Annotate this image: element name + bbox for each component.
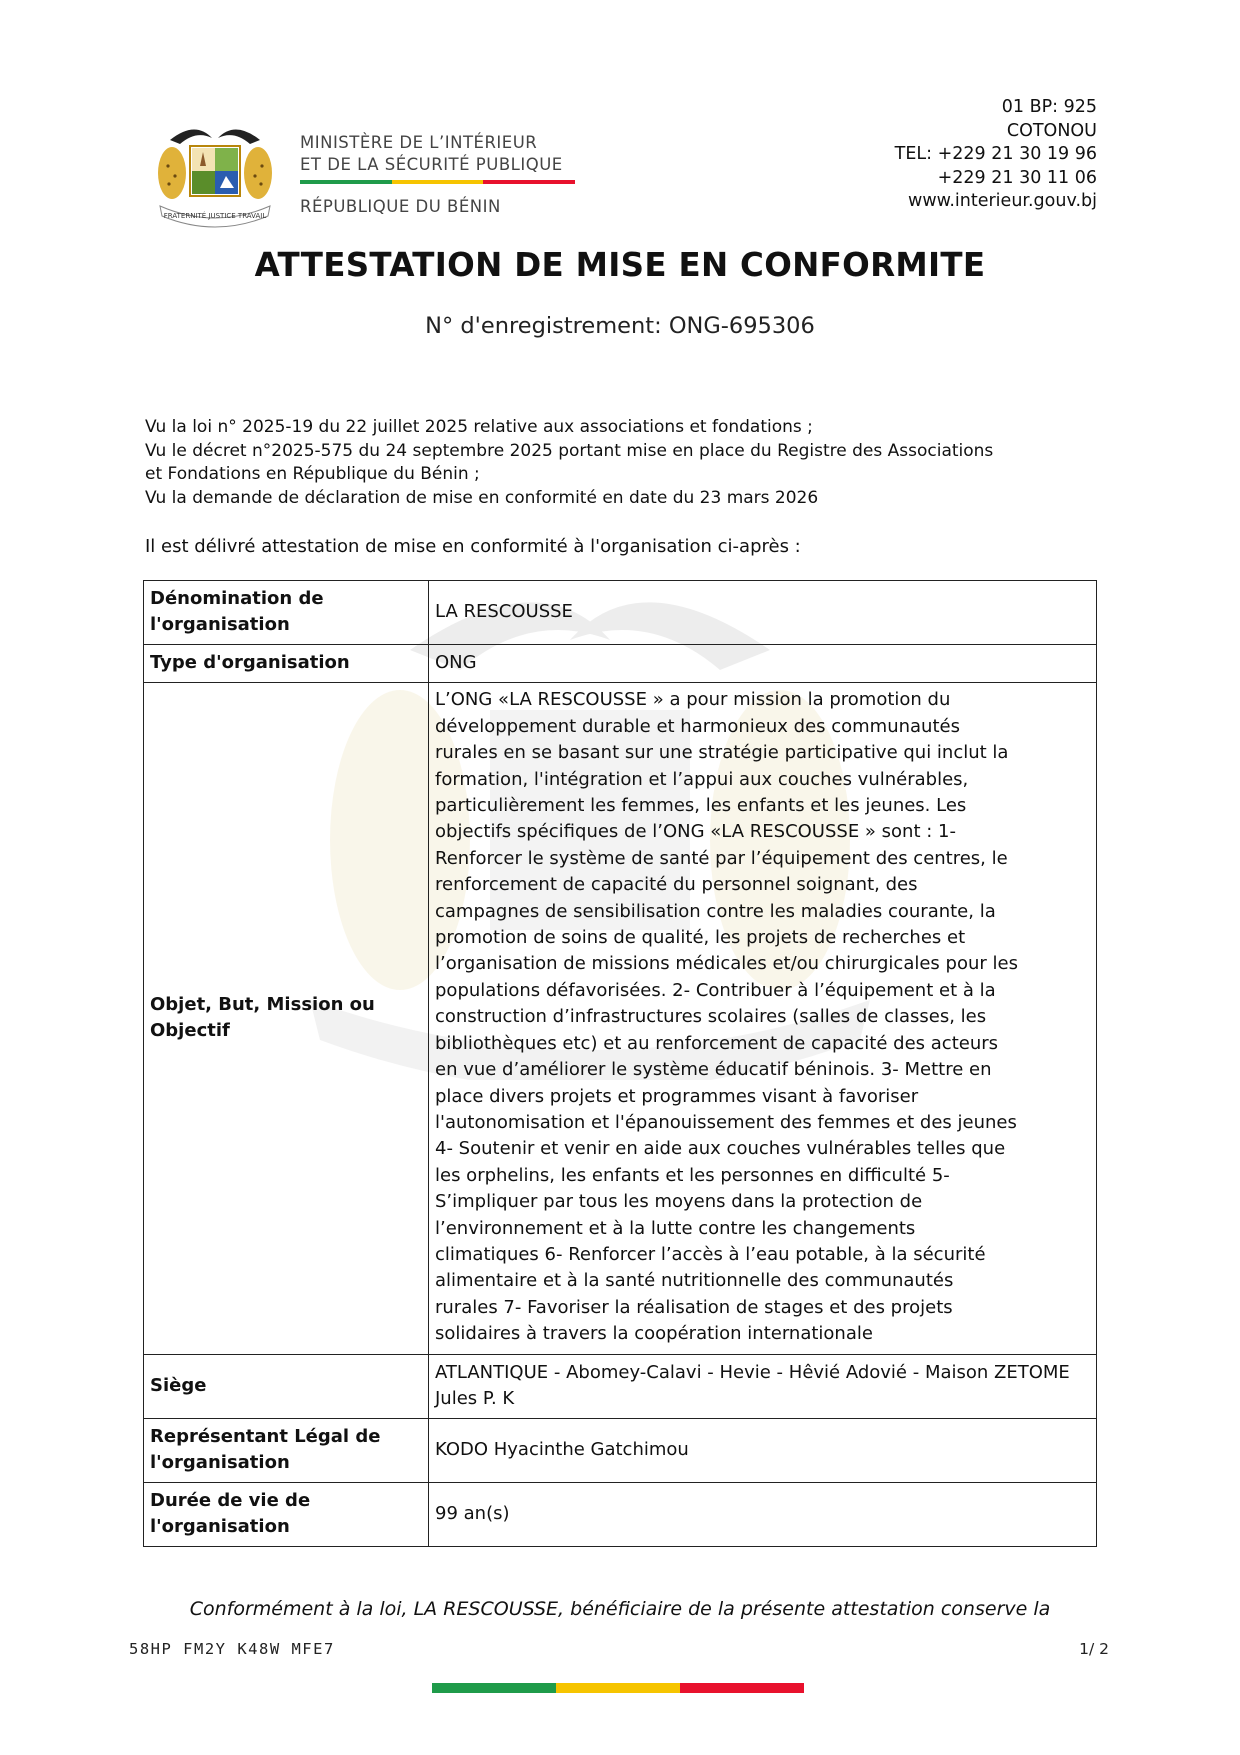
legal-representative-label: Représentant Légal de l'organisation xyxy=(144,1419,429,1483)
name-value: LA RESCOUSSE xyxy=(429,581,1097,645)
svg-text:FRATERNITÉ JUSTICE TRAVAIL: FRATERNITÉ JUSTICE TRAVAIL xyxy=(163,212,267,220)
table-row xyxy=(144,1483,1097,1547)
object-text-line: en vue d’améliorer le système éducatif béninois. 3- Mettre en xyxy=(435,1059,992,1081)
preamble-line: Vu la demande de déclaration de mise en conformité en date du 23 mars 2026 xyxy=(145,487,819,508)
preamble-line: Vu la loi n° 2025-19 du 22 juillet 2025 relative aux associations et fondations ; xyxy=(145,417,813,437)
object-text-line: climatiques 6- Renforcer l’accès à l’eau potable, à la sécurité xyxy=(435,1243,986,1265)
type-label: Type d'organisation xyxy=(144,645,429,683)
table-row xyxy=(144,645,1097,683)
object-text-line: promotion de soins de qualité, les projets de recherches et xyxy=(435,927,966,949)
object-text-line: formation, l'intégration et l’appui aux couches vulnérables, xyxy=(435,768,969,790)
verification-code: 58HP FM2Y K48W MFE7 xyxy=(129,1640,335,1658)
organisation-info-table xyxy=(143,580,1097,1547)
document-title: ATTESTATION DE MISE EN CONFORMITE xyxy=(254,246,986,284)
type-value: ONG xyxy=(429,645,1097,683)
closing-statement: Conformément à la loi, LA RESCOUSSE, bénéficiaire de la présente attestation conserve la xyxy=(189,1598,1051,1620)
name-label: Dénomination de l'organisation xyxy=(144,581,429,645)
tricolor-divider xyxy=(300,180,575,184)
object-text-line: l’environnement et à la lutte contre les changements xyxy=(435,1217,916,1239)
seat-value: ATLANTIQUE - Abomey-Calavi - Hevie - Hêvié Adovié - Maison ZETOME Jules P. K xyxy=(429,1354,1097,1419)
seat-label: Siège xyxy=(144,1354,429,1419)
object-text-line: l’organisation de missions médicales et/ou chirurgicales pour les xyxy=(435,953,1018,975)
phone-1: TEL: +229 21 30 19 96 xyxy=(894,144,1097,164)
object-label: Objet, But, Mission ou Objectif xyxy=(144,683,429,1354)
city: COTONOU xyxy=(1006,120,1097,141)
preamble-line: et Fondations en République du Bénin ; xyxy=(145,464,480,484)
object-text-line: solidaires à travers la coopération internationale xyxy=(435,1323,873,1345)
preamble-line: Vu le décret n°2025-575 du 24 septembre 2025 portant mise en place du Registre des Associations xyxy=(145,440,994,461)
registration-number: N° d'enregistrement: ONG-695306 xyxy=(425,313,815,339)
website-link[interactable]: www.interieur.gouv.bj xyxy=(908,191,1097,211)
duration-value: 99 an(s) xyxy=(429,1483,1097,1547)
legal-representative-value: KODO Hyacinthe Gatchimou xyxy=(429,1419,1097,1483)
object-text-line: construction d’infrastructures scolaires (salles de classes, les xyxy=(435,1006,987,1028)
object-text-line: rurales 7- Favoriser la réalisation de stages et des projets xyxy=(435,1296,953,1318)
preamble xyxy=(145,416,1105,510)
table-row xyxy=(144,1419,1097,1483)
phone-2: +229 21 30 11 06 xyxy=(937,167,1097,188)
object-text-line: alimentaire et à la santé nutritionnelle des communautés xyxy=(435,1270,954,1292)
object-text-line: place divers projets et programmes visant à favoriser xyxy=(435,1085,919,1107)
object-text-line: les orphelins, les enfants et les personnes en difficulté 5- xyxy=(435,1164,950,1186)
table-row xyxy=(144,683,1097,1354)
object-text-line: 4- Soutenir et venir en aide aux couches vulnérables telles que xyxy=(435,1138,1006,1160)
object-text-line: campagnes de sensibilisation contre les maladies courante, la xyxy=(435,900,996,922)
ministry-name-line1: MINISTÈRE DE L’INTÉRIEUR xyxy=(300,133,538,152)
object-text-line: renforcement de capacité du personnel soignant, des xyxy=(435,874,918,896)
object-text-line: populations défavorisées. 2- Contribuer à l’équipement et à la xyxy=(435,979,996,1001)
republic-name: RÉPUBLIQUE DU BÉNIN xyxy=(300,197,501,216)
duration-label: Durée de vie de l'organisation xyxy=(144,1483,429,1547)
table-row xyxy=(144,1354,1097,1419)
object-text-line: Renforcer le système de santé par l’équipement des centres, le xyxy=(435,847,1008,869)
object-text-line: l'autonomisation et l'épanouissement des femmes et des jeunes xyxy=(435,1111,1017,1133)
page-number: 1/ 2 xyxy=(1079,1640,1109,1658)
object-value xyxy=(429,683,1097,1354)
contact-block xyxy=(895,96,1097,214)
ministry-name-line2: ET DE LA SÉCURITÉ PUBLIQUE xyxy=(300,155,563,174)
postal-box: 01 BP: 925 xyxy=(1001,97,1097,117)
object-text-line: développement durable et harmonieux des communautés xyxy=(435,715,960,737)
intro-sentence: Il est délivré attestation de mise en conformité à l'organisation ci-après : xyxy=(145,536,801,557)
object-text-line: rurales en se basant sur une stratégie participative qui inclut la xyxy=(435,742,1009,764)
object-text-line: objectifs spécifiques de l’ONG «LA RESCOUSSE » sont : 1- xyxy=(435,821,956,843)
object-text-line: bibliothèques etc) et au renforcement de capacité des acteurs xyxy=(435,1032,999,1054)
flag-color-bar xyxy=(432,1683,804,1693)
object-text-line: L’ONG «LA RESCOUSSE » a pour mission la promotion du xyxy=(435,689,951,711)
object-text-line: S’impliquer par tous les moyens dans la protection de xyxy=(435,1191,923,1213)
object-text-line: particulièrement les femmes, les enfants et les jeunes. Les xyxy=(435,795,967,817)
coat-of-arms-icon xyxy=(150,118,280,228)
table-row xyxy=(144,581,1097,645)
